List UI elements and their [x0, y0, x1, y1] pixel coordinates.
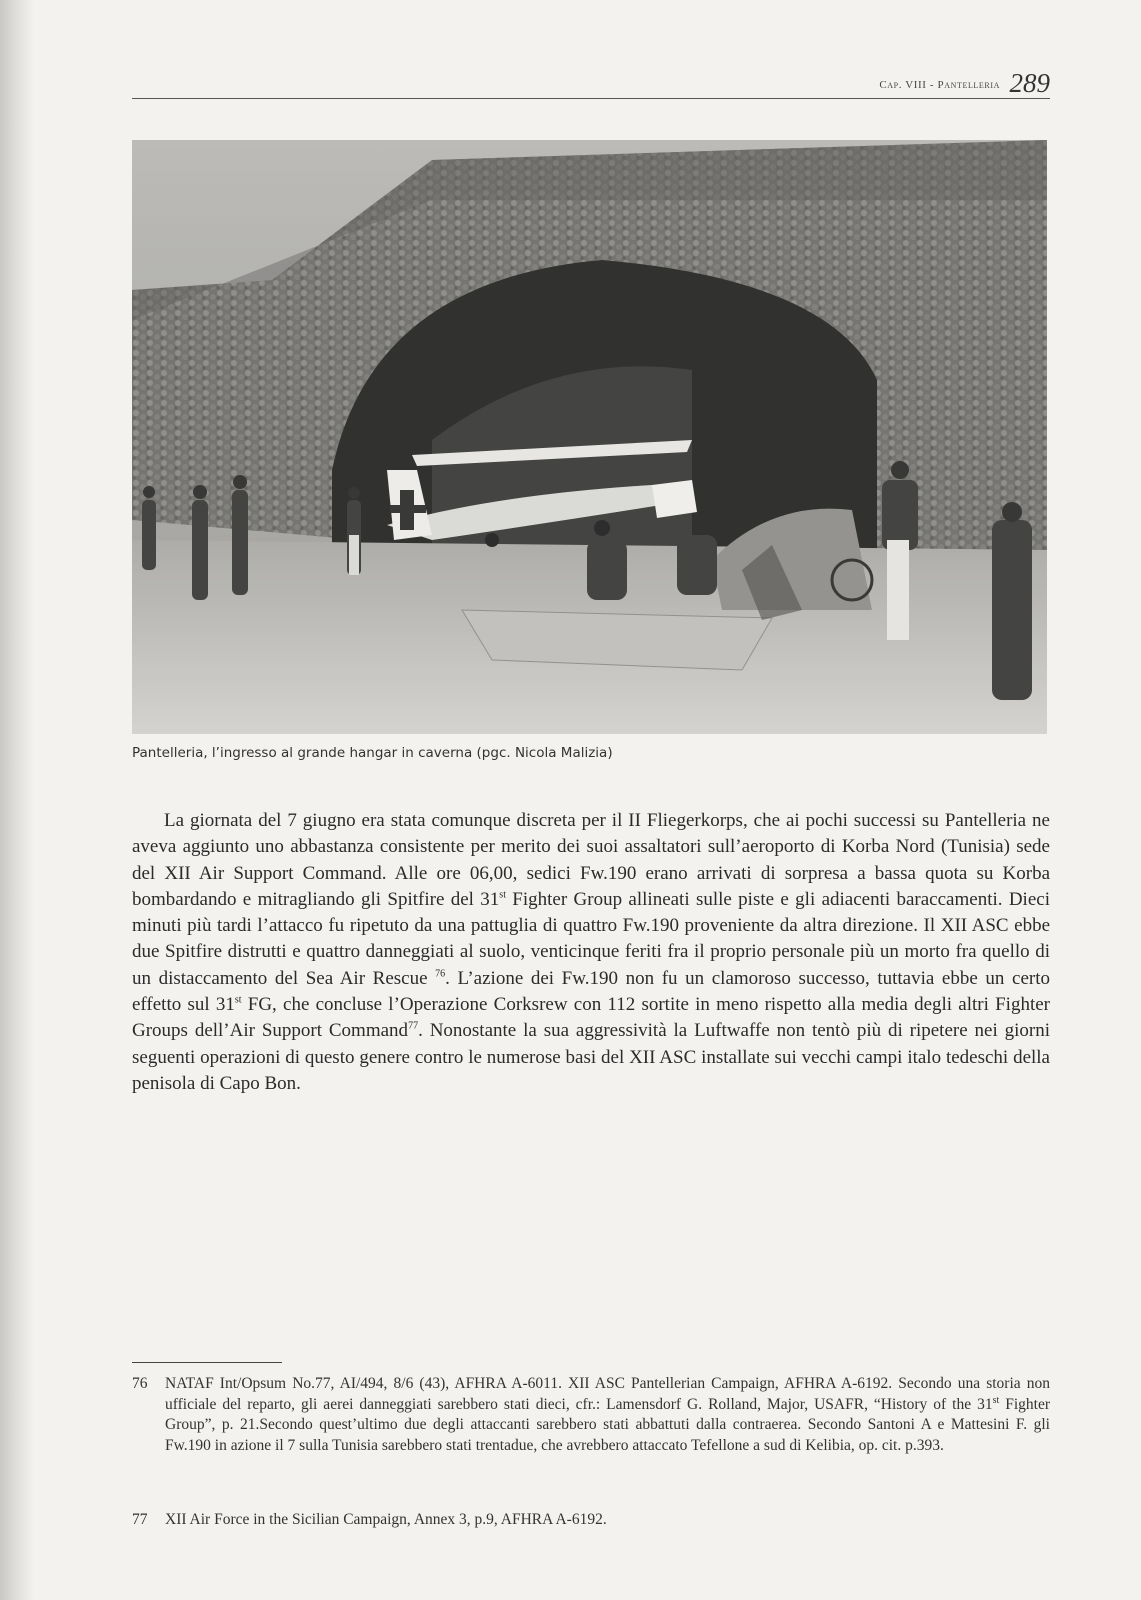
footnote-number: 77	[132, 1511, 148, 1528]
running-head: Cap. VIII - Pantelleria	[879, 79, 1000, 91]
body-paragraph: La giornata del 7 giugno era stata comunque discreta per il II Fliegerkorps, che ai pochi successi su Pantelleria ne aveva aggiunto uno abbastanza consistente per merito dei suoi assaltatori sull’aeroporto di Korba Nord (Tunisia) sede del XII Air Support Command. Alle ore 06,00, sedici Fw.190 erano arrivati di sorpresa a bassa quota su Korba bombardando e mitragliando gli Spitfire del 31st Fighter Group allineati sulle piste e gli adiacenti baraccamenti. Dieci minuti più tardi l’attacco fu ripetuto da una pattuglia di quattro Fw.190 proveniente da altra direzione. Il XII ASC ebbe due Spitfire distrutti e quattro danneggiati al suolo, venticinque feriti fra il proprio personale più un morto fra quello di un distaccamento del Sea Air Rescue $^{76}$. L’azione dei Fw.190 non fu un clamoroso successo, tuttavia ebbe un certo effetto sul 31st FG, che concluse l’Operazione Corksrew con 112 sortite in meno rispetto alla media degli altri Fighter Groups dell’Air Support Command$^{77}$. Nonostante la sua aggressività la Luftwaffe non tentò più di ripetere nei giorni seguenti operazioni di questo genere contro le numerose basi del XII ASC installate sui vecchi campi italo tedeschi della penisola di Capo Bon.	[132, 810, 1050, 1094]
page-header	[132, 68, 1050, 99]
footnote-number: 76	[132, 1375, 148, 1392]
footnote-76	[132, 1374, 1050, 1456]
page-gutter-shadow	[0, 0, 34, 1600]
footnote-77	[132, 1510, 1050, 1531]
hangar-photo	[132, 140, 1047, 734]
page-number: 289	[1009, 68, 1050, 98]
footnote-rule	[132, 1362, 282, 1363]
hangar-photo-illustration	[132, 140, 1047, 734]
footnote-text: XII Air Force in the Sicilian Campaign, Annex 3, p.9, AFHRA A-6192.	[165, 1511, 607, 1528]
figure-caption: Pantelleria, l’ingresso al grande hangar in caverna (pgc. Nicola Malizia)	[132, 745, 613, 761]
footnote-text: NATAF Int/Opsum No.77, AI/494, 8/6 (43), AFHRA A-6011. XII ASC Pantellerian Campaign, AFHRA A-6192. Secondo una storia non ufficiale del reparto, gli aerei danneggiati sarebbero stati dieci, cfr.: Lamensdorf G. Rolland, Major, USAFR, “History of the 31st Fighter Group”, p. 21.Secondo quest’ultimo due degli attaccanti sarebbero stati abbattuti dalla contraerea. Secondo Santoni A e Mattesini F. gli Fw.190 in azione il 7 sulla Tunisia sarebbero stati trentadue, che avrebbero attaccato Tefellone a sud di Kelibia, op. cit. p.393.	[165, 1375, 1050, 1454]
